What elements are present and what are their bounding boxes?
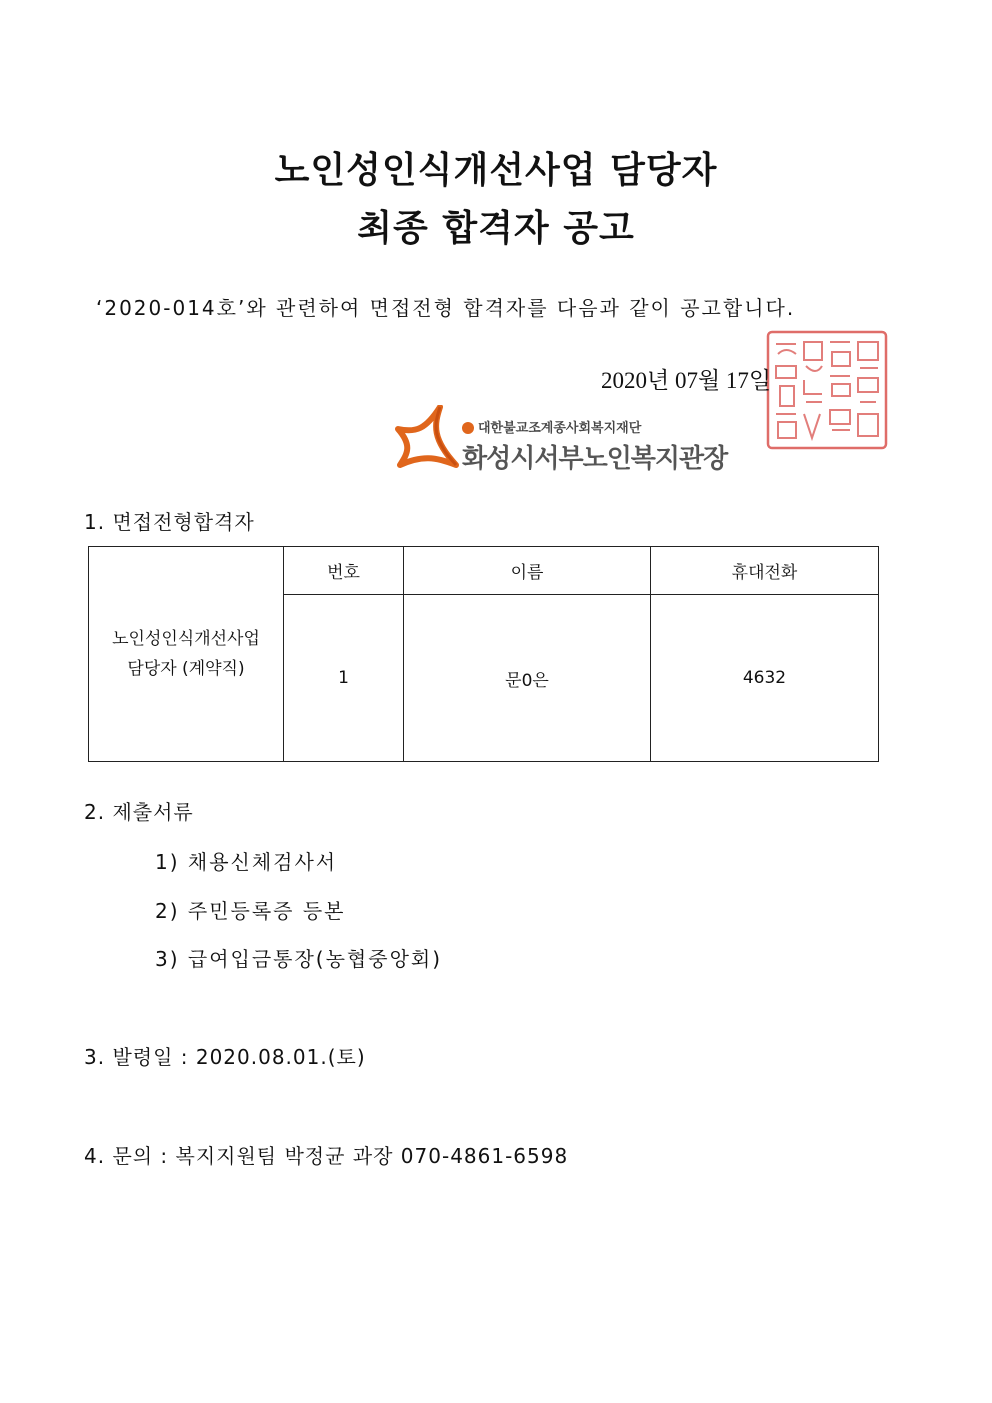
- cell-phone: 4632: [651, 595, 879, 762]
- emblem-icon: [462, 422, 474, 434]
- appointment-date: 3. 발령일 : 2020.08.01.(토): [84, 1045, 366, 1069]
- section-1-heading: 1. 면접전형합격자: [84, 510, 255, 534]
- star-logo-icon: [394, 405, 460, 473]
- header-phone: 휴대전화: [651, 547, 879, 595]
- parent-organization: 대한불교조계종사회복지재단: [462, 417, 641, 436]
- position-cell: 노인성인식개선사업 담당자 (계약직): [89, 547, 284, 762]
- table-header-row: [89, 547, 879, 595]
- header-name: 이름: [404, 547, 651, 595]
- intro-text: ‘2020-014호’와 관련하여 면접전형 합격자를 다음과 같이 공고합니다.: [96, 296, 796, 320]
- official-seal-icon: [766, 330, 888, 450]
- announcement-date: 2020년 07월 17일: [601, 368, 772, 393]
- section-2-heading: 2. 제출서류: [84, 800, 194, 824]
- header-number: 번호: [284, 547, 404, 595]
- document-item-2: 2) 주민등록증 등본: [155, 899, 346, 923]
- title-line-2: 최종 합격자 공고: [357, 208, 635, 249]
- cell-name: 문0은: [404, 595, 651, 762]
- organization-name: 화성시서부노인복지관장: [462, 444, 728, 474]
- document-item-1: 1) 채용신체검사서: [155, 850, 338, 874]
- title-line-1: 노인성인식개선사업 담당자: [274, 150, 718, 191]
- contact-info: 4. 문의 : 복지지원팀 박정균 과장 070-4861-6598: [84, 1144, 569, 1168]
- document-item-3: 3) 급여입금통장(농협중앙회): [155, 947, 443, 971]
- results-table: [88, 546, 879, 762]
- cell-number: 1: [284, 595, 404, 762]
